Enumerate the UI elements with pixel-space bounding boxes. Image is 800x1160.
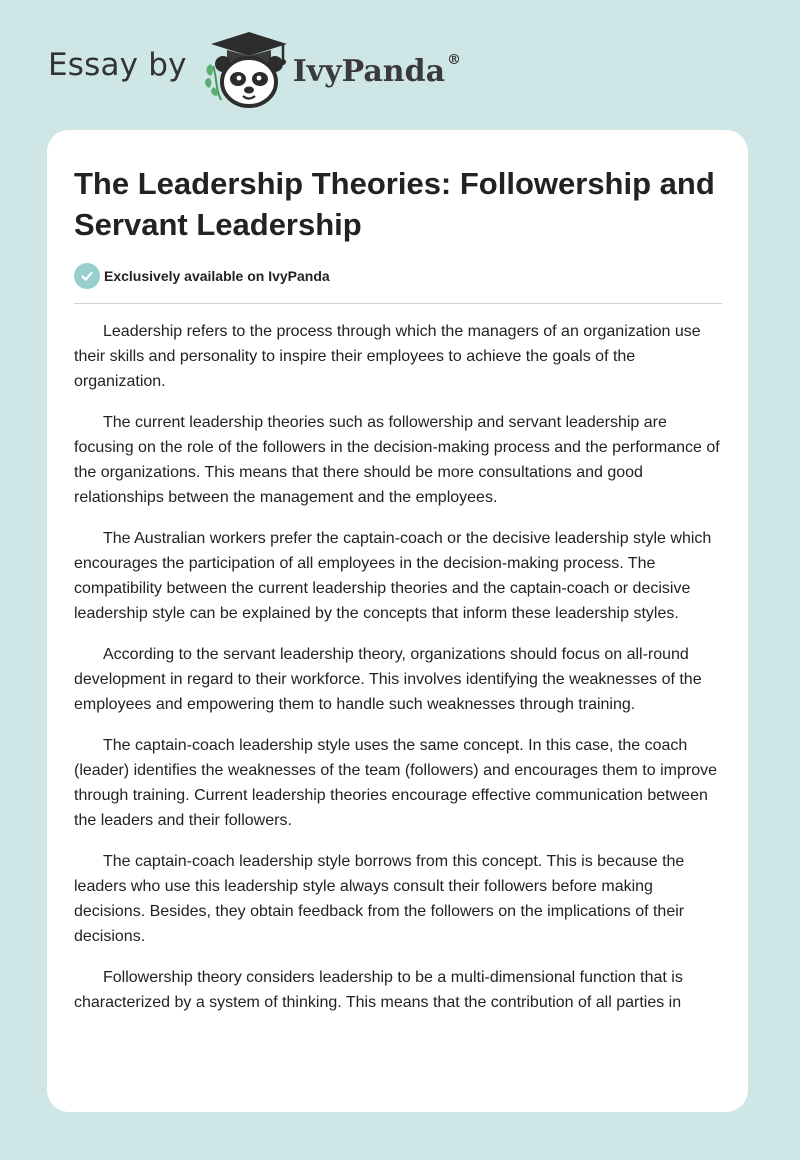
essay-body [74,319,722,1031]
site-header [48,30,461,110]
essay-by-label: Essay by [48,47,187,83]
paragraph: Followership theory considers leadership to be a multi-dimensional function that is characterized by a system of thinking. This means that the contribution of all parties in [74,969,683,1011]
page-title: The Leadership Theories: Followership and Servant Leadership [74,166,715,242]
divider [74,303,722,304]
paragraph: The current leadership theories such as followership and servant leadership are focusing on the role of the followers in the decision-making process and the performance of the organizations. This means that there should be more consultations and good relationships between the management and the employees. [74,414,720,506]
brand-text: IvyPanda [292,53,446,89]
paragraph: According to the servant leadership theory, organizations should focus on all-round development in regard to their workforce. This involves identifying the weaknesses of the employees and empowering them to handle such weaknesses through training. [74,646,702,713]
check-icon [74,263,100,289]
registered-mark: ® [447,51,462,68]
panda-graduation-cap-icon[interactable] [203,30,291,110]
essay-card [47,130,748,1112]
paragraph: The captain-coach leadership style borrows from this concept. This is because the leaders who use this leadership style always consult their followers before making decisions. Besides, they obtain feedback from the followers on the implications of their decisions. [74,853,685,945]
paragraph: Leadership refers to the process through which the managers of an organization use their skills and personality to inspire their employees to achieve the goals of the organization. [74,323,701,390]
brand-name[interactable] [292,51,462,89]
paragraph: The captain-coach leadership style uses the same concept. In this case, the coach (leader) identifies the weaknesses of the team (followers) and encourages them to improve through training. Current leadership theories encourage effective communication between the leaders and their followers. [74,737,717,829]
exclusive-label: Exclusively available on IvyPanda [104,268,330,284]
exclusive-badge [74,263,330,289]
paragraph: The Australian workers prefer the captain-coach or the decisive leadership style which encourages the participation of all employees in the decision-making process. The compatibility between the current leadership theories and the captain-coach or decisive leadership style can be explained by the concepts that inform these leadership styles. [74,530,712,622]
